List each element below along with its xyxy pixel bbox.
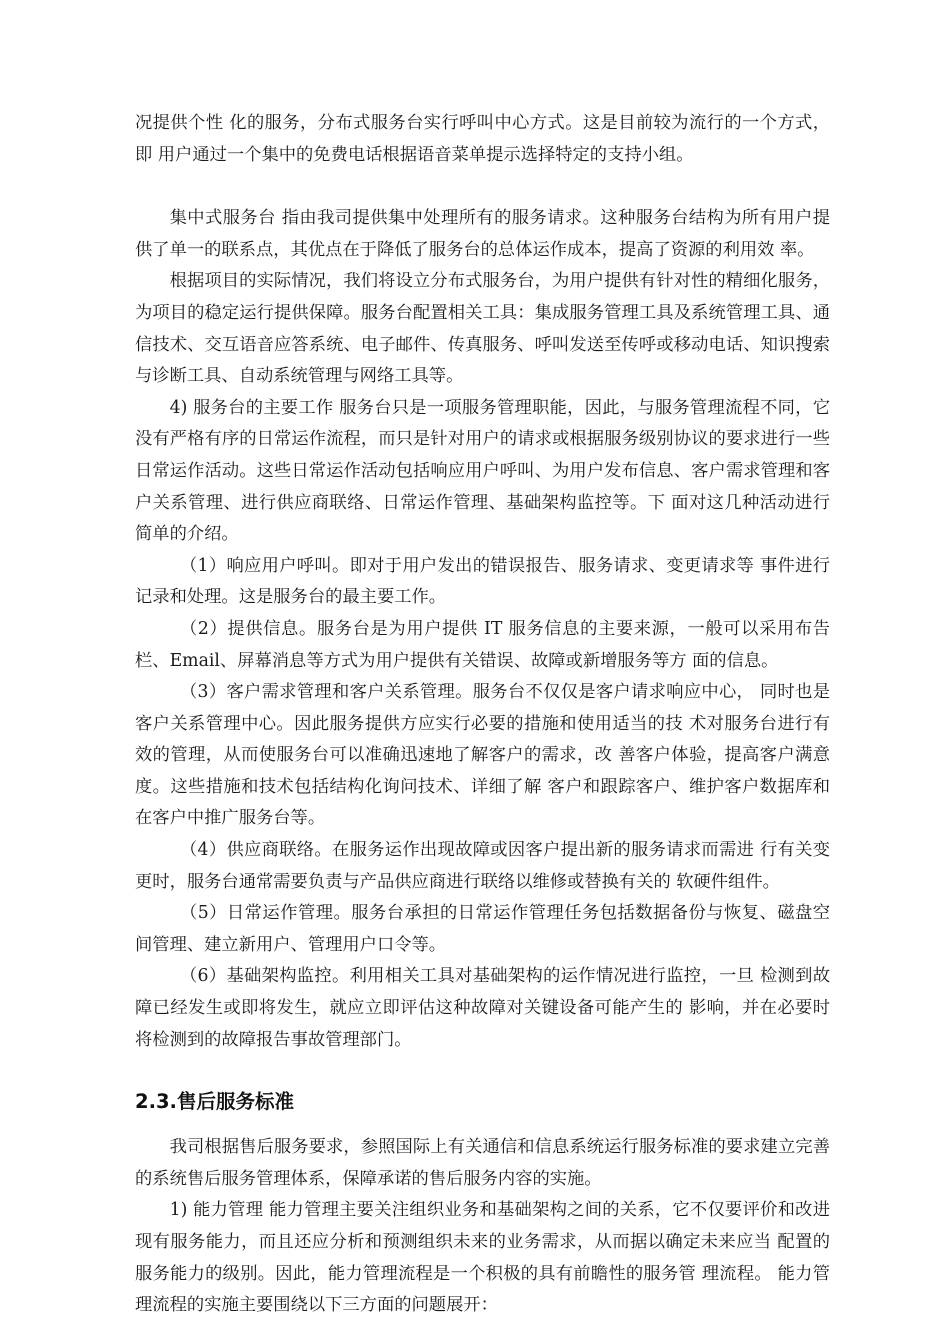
section-heading: 2.3.售后服务标准	[135, 1090, 294, 1114]
activity-item-1: （1）响应用户呼叫。即对于用户发出的错误报告、服务请求、变更请求等 事件进行记录和处理。这是服务台的最主要工作。	[135, 555, 830, 608]
paragraph-after-sales-intro: 我司根据售后服务要求，参照国际上有关通信和信息系统运行服务标准的要求建立完善的系统售后服务管理体系，保障承诺的售后服务内容的实施。	[135, 1137, 830, 1189]
paragraph-capacity-management: 1) 能力管理 能力管理主要关注组织业务和基础架构之间的关系，它不仅要评价和改进现有服务能力，而且还应分析和预测组织未来的业务需求，从而据以确定未来应当 配置的服务能力的级别。因此，能力管理流程是一个积极的具有前瞻性的服务管 理流程。 能力管理流程的实施主要围绕以下三方面的问题展开：	[135, 1200, 830, 1316]
paragraph-continued: 况提供个性 化的服务，分布式服务台实行呼叫中心方式。这是目前较为流行的一个方式，即 用户通过一个集中的免费电话根据语音菜单提示选择特定的支持小组。	[135, 113, 830, 165]
paragraph-distributed-desk: 根据项目的实际情况，我们将设立分布式服务台，为用户提供有针对性的精细化服务，为项目的稳定运行提供保障。服务台配置相关工具：集成服务管理工具及系统管理工具、通信技术、交互语音应答系统、电子邮件、传真服务、呼叫发送至传呼或移动电话、知识搜索与诊断工具、自动系统管理与网络工具等。	[135, 271, 830, 387]
activity-item-4: （4）供应商联络。在服务运作出现故障或因客户提出新的服务请求而需进 行有关变更时，服务台通常需要负责与产品供应商进行联络以维修或替换有关的 软硬件组件。	[135, 840, 830, 892]
heading-gap	[135, 1118, 830, 1132]
document-page	[135, 108, 830, 1322]
paragraph-desk-main-work: 4) 服务台的主要工作 服务台只是一项服务管理职能，因此，与服务管理流程不同，它没有严格有序的日常运作流程，而只是针对用户的请求或根据服务级别协议的要求进行一些 日常运作活动。这些日常运作活动包括响应用户呼叫、为用户发布信息、客户需求管理和客户关系管理、进行供应商联络、日常运作管理、基础架构监控等。下 面对这几种活动进行简单的介绍。	[135, 397, 830, 545]
activity-item-3: （3）客户需求管理和客户关系管理。服务台不仅仅是客户请求响应中心， 同时也是客户关系管理中心。因此服务提供方应实行必要的措施和使用适当的技 术对服务台进行有效的管理，从而使服务台可以准确迅速地了解客户的需求，改 善客户体验，提高客户满意度。这些措施和技术包括结构化询问技术、详细了解 客户和跟踪客户、维护客户数据库和在客户中推广服务台等。	[135, 682, 830, 829]
activity-item-5: （5）日常运作管理。服务台承担的日常运作管理任务包括数据备份与恢复、磁盘空间管理、建立新用户、管理用户口令等。	[135, 903, 830, 955]
paragraph-centralized-desk: 集中式服务台 指由我司提供集中处理所有的服务请求。这种服务台结构为所有用户提供了单一的联系点，其优点在于降低了服务台的总体运作成本，提高了资源的利用效 率。	[135, 208, 830, 260]
activity-item-6: （6）基础架构监控。利用相关工具对基础架构的运作情况进行监控，一旦 检测到故障已经发生或即将发生，就应立即评估这种故障对关键设备可能产生的 影响，并在必要时将检测到的故障报告事故管理部门。	[135, 966, 830, 1050]
activity-item-2: （2）提供信息。服务台是为用户提供 IT 服务信息的主要来源，一般可以采用布告栏、Email、屏幕消息等方式为用户提供有关错误、故障或新增服务等方 面的信息。	[135, 618, 830, 671]
paragraph-gap	[135, 171, 830, 203]
section-gap	[135, 1056, 830, 1086]
